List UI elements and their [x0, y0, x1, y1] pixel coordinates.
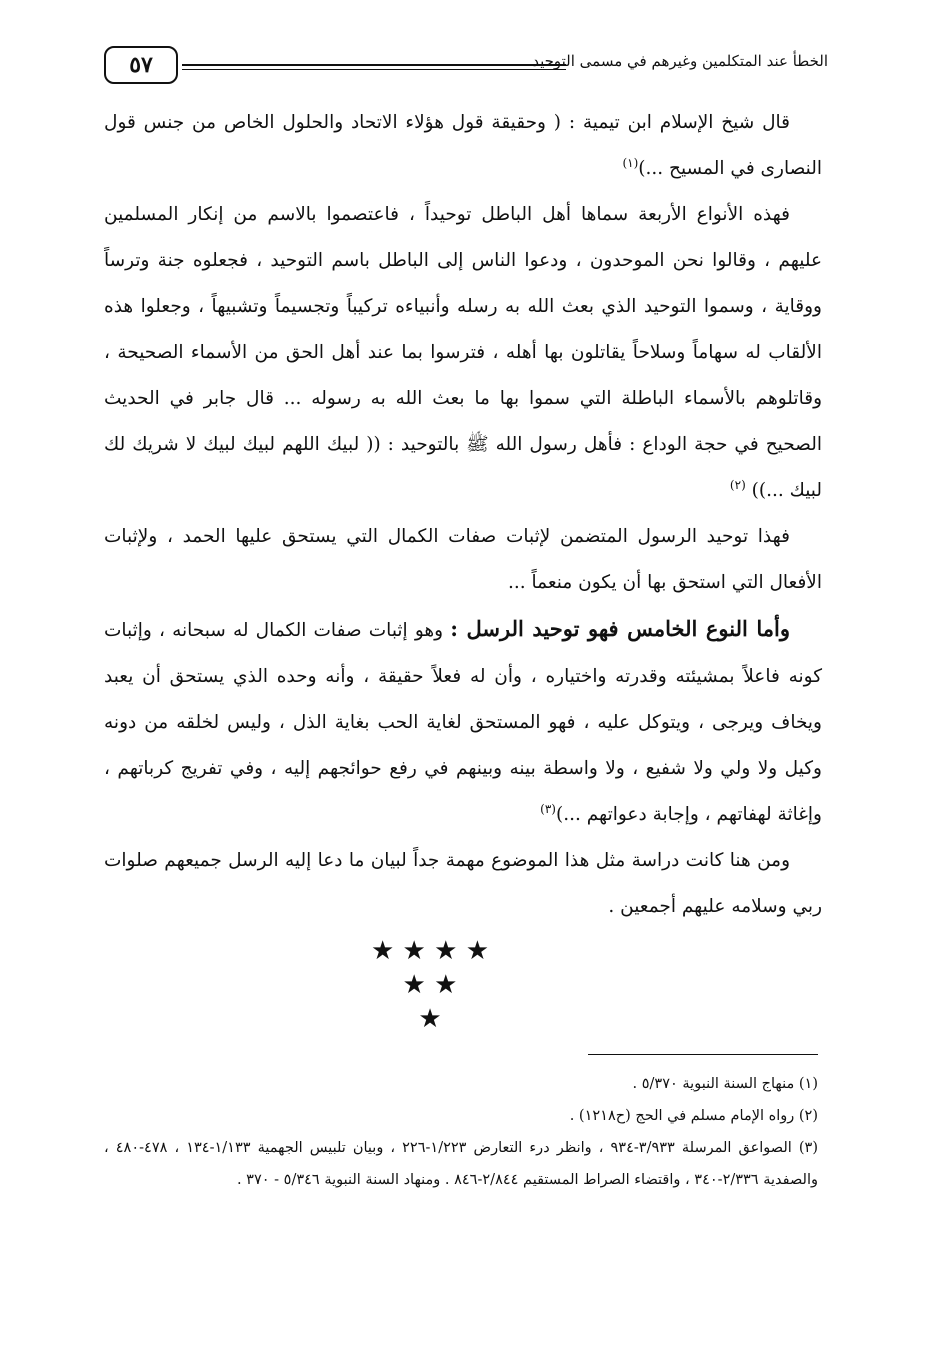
running-header [104, 44, 828, 88]
paragraph-messenger-tawhid [104, 514, 822, 606]
paragraph-text: فهذا توحيد الرسول المتضمن لإثبات صفات الكمال التي يستحق عليها الحمد ، ولإثبات الأفعال التي استحق بها أن يكون منعماً ... [104, 526, 822, 593]
footnote-2: (٢) رواه الإمام مسلم في الحج (ح١٢١٨) . [569, 1108, 818, 1124]
header-rule-thick [182, 64, 566, 66]
paragraph-conclusion [104, 838, 822, 930]
footnote-ref: (٢) [729, 477, 746, 492]
paragraph-text: وهو إثبات صفات الكمال له سبحانه ، وإثبات كونه فاعلاً بمشيئته وقدرته واختياره ، وأن له فعلاً حقيقة ، وأنه وحده الذي يستحق أن يعبد ويخاف ويرجى ، ويتوكل عليه ، فهو المستحق لغاية الحب بغاية الذل ، وليس لخلقه من دونه وكيل ولا ولي ولا شفيع ، ولا واسطة بينه وبينهم في رفع حوائجهم إليه ، وفي تفريج كرباتهم ، وإغاثة لهفاتهم ، وإجابة دعواتهم ...) [104, 620, 822, 825]
paragraph-text: قال شيخ الإسلام ابن تيمية : ( وحقيقة قول هؤلاء الاتحاد والحلول الخاص من جنس قول النصارى في المسيح ...) [104, 112, 822, 179]
page-number-box [104, 46, 178, 84]
paragraph-four-types [104, 192, 822, 514]
footnote-1: (١) منهاج السنة النبوية ٥/٣٧٠ . [632, 1076, 818, 1092]
section-divider-stars [330, 934, 530, 1036]
paragraph-text: ومن هنا كانت دراسة مثل هذا الموضوع مهمة جداً لبيان ما دعا إليه الرسل جميعهم صلوات ربي وسلامه عليهم أجمعين . [104, 850, 822, 917]
main-text [104, 100, 822, 930]
stars-row-3: ★ [418, 1004, 442, 1034]
paragraph-quote-ibn-taymiyyah [104, 100, 822, 192]
paragraph-text: فهذه الأنواع الأربعة سماها أهل الباطل توحيداً ، فاعتصموا بالاسم من إنكار المسلمين عليهم ، وقالوا نحن الموحدون ، ودعوا الناس إلى الباطل باسم التوحيد ، فجعلوه جنة وترساً ووقاية ، وسموا التوحيد الذي بعث الله به رسله وأنبياءه تركيباً وتجسيماً وتشبيهاً ، وجعلوا هذه الألقاب له سهاماً وسلاحاً يقاتلون بها أهله ، فترسوا بما عند أهل الحق من الأسماء الصحيحة ، وقاتلوهم بالأسماء الباطلة التي سموا بها ما بعث الله به رسوله ... قال جابر في الحديث الصحيح في حجة الوداع : فأهل رسول الله ﷺ بالتوحيد : (( لبيك اللهم لبيك لبيك لا شريك لك لبيك ...)) [104, 204, 822, 501]
footnote-separator [588, 1054, 818, 1055]
page-number: ٥٧ [129, 52, 153, 78]
paragraph-fifth-type [104, 606, 822, 838]
header-rule-thin [182, 69, 566, 70]
footnote-ref: (١) [622, 155, 639, 170]
section-heading: وأما النوع الخامس فهو توحيد الرسل : [450, 616, 791, 641]
footnotes [104, 1068, 818, 1196]
footnote-3: (٣) الصواعق المرسلة ٣/٩٣٣-٩٣٤ ، وانظر درء التعارض ١/٢٢٣-٢٢٦ ، وبيان تلبيس الجهمية ١/١٣٣-١٣٤ ، ٤٧٨-٤٨٠ ، والصفدية ٢/٣٣٦-٣٤٠ ، واقتضاء الصراط المستقيم ٢/٨٤٤-٨٤٦ . ومنهاد السنة النبوية ٥/٣٤٦ - ٣٧٠ . [104, 1140, 818, 1188]
running-title: الخطأ عند المتكلمين وغيرهم في مسمى التوحيد [532, 52, 828, 70]
stars-row-2: ★ ★ [402, 970, 458, 1000]
footnote-ref: (٣) [540, 801, 556, 816]
stars-row-1: ★ ★ ★ ★ [370, 936, 490, 966]
